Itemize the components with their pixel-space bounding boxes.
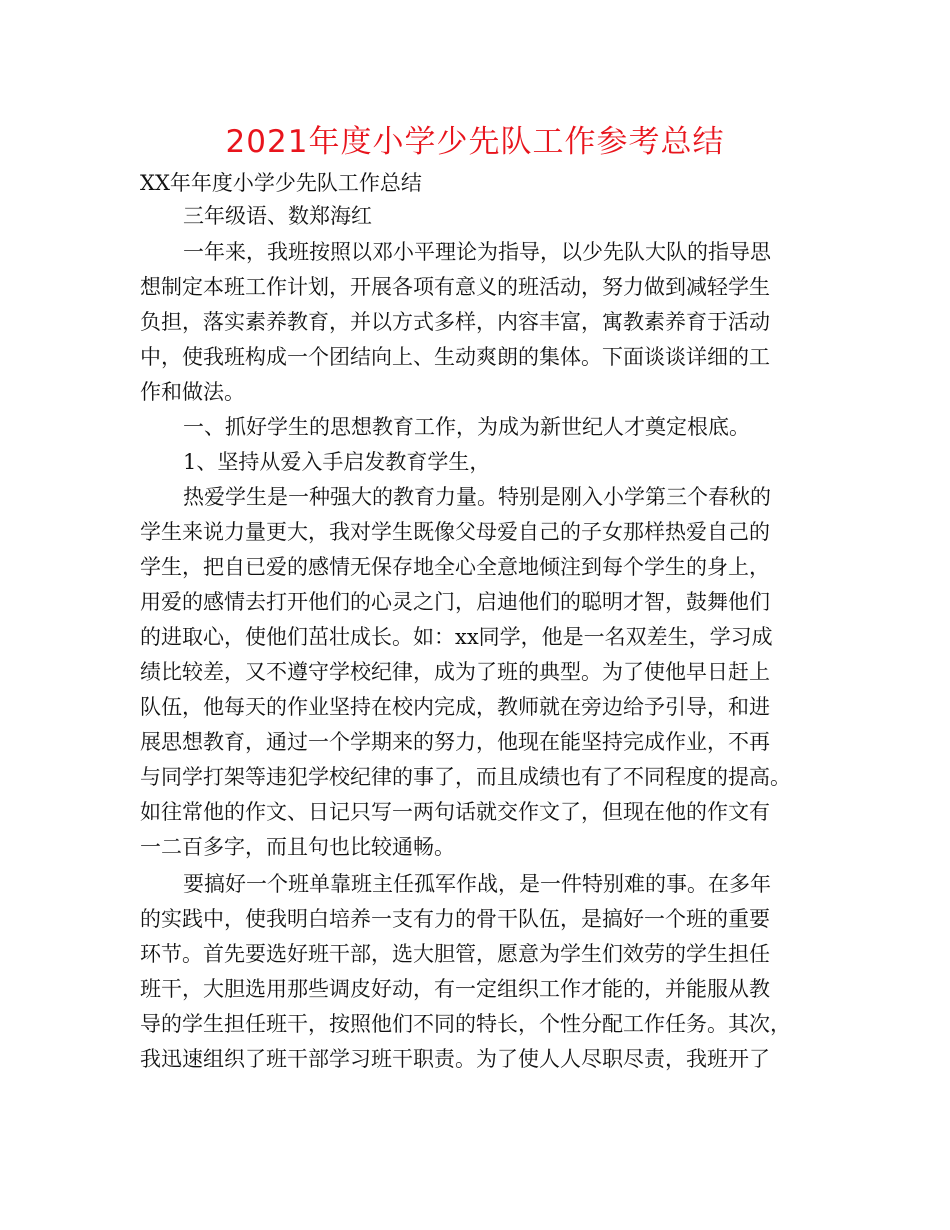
paragraph-line: 学生来说力量更大，我对学生既像父母爱自己的子女那样热爱自己的 bbox=[140, 520, 770, 544]
paragraph-line: 展思想教育，通过一个学期来的努力，他现在能坚持完成作业，不再 bbox=[140, 730, 770, 754]
paragraph-line: 中，使我班构成一个团结向上、生动爽朗的集体。下面谈谈详细的工 bbox=[140, 345, 770, 369]
paragraph-line: 负担，落实素养教育，并以方式多样，内容丰富，寓教素养育于活动 bbox=[140, 310, 770, 334]
paragraph-line: 班干，大胆选用那些调皮好动，有一定组织工作才能的，并能服从教 bbox=[140, 977, 770, 1001]
paragraph-line: 热爱学生是一种强大的教育力量。特别是刚入小学第三个春秋的 bbox=[183, 485, 771, 509]
paragraph-line: 用爱的感情去打开他们的心灵之门，启迪他们的聪明才智，鼓舞他们 bbox=[140, 590, 770, 614]
document-title: 2021年度小学少先队工作参考总结 bbox=[225, 124, 725, 160]
paragraph-line: 作和做法。 bbox=[140, 380, 245, 404]
subsection-heading: 1、坚持从爱入手启发教育学生， bbox=[183, 450, 491, 474]
paragraph-line: 导的学生担任班干，按照他们不同的特长，个性分配工作任务。其次， bbox=[140, 1012, 791, 1036]
section-heading: 一、抓好学生的思想教育工作，为成为新世纪人才奠定根底。 bbox=[183, 415, 750, 439]
paragraph-line: 学生，把自已爱的感情无保存地全心全意地倾注到每个学生的身上， bbox=[140, 555, 770, 579]
paragraph-line: 如往常他的作文、日记只写一两句话就交作文了，但现在他的作文有 bbox=[140, 800, 770, 824]
paragraph-line: 一二百多字，而且句也比较通畅。 bbox=[140, 835, 455, 859]
paragraph-line: 队伍，他每天的作业坚持在校内完成，教师就在旁边给予引导，和进 bbox=[140, 695, 770, 719]
paragraph-line: 我迅速组织了班干部学习班干职责。为了使人人尽职尽责，我班开了 bbox=[140, 1047, 770, 1071]
paragraph-line: 想制定本班工作计划，开展各项有意义的班活动，努力做到减轻学生 bbox=[140, 275, 770, 299]
paragraph-line: 与同学打架等违犯学校纪律的事了，而且成绩也有了不同程度的提高。 bbox=[140, 765, 791, 789]
paragraph-line: 绩比较差，又不遵守学校纪律，成为了班的典型。为了使他早日赶上 bbox=[140, 660, 770, 684]
author-line: 三年级语、数郑海红 bbox=[183, 204, 372, 228]
paragraph-line: 一年来，我班按照以邓小平理论为指导，以少先队大队的指导思 bbox=[183, 240, 771, 264]
paragraph-line: 的实践中，使我明白培养一支有力的骨干队伍，是搞好一个班的重要 bbox=[140, 907, 770, 931]
paragraph-line: 环节。首先要选好班干部，选大胆管，愿意为学生们效劳的学生担任 bbox=[140, 942, 770, 966]
paragraph-line: 的进取心，使他们茁壮成长。如：xx同学，他是一名双差生，学习成 bbox=[140, 625, 773, 649]
paragraph-line: 要搞好一个班单靠班主任孤军作战，是一件特别难的事。在多年 bbox=[183, 872, 771, 896]
document-subtitle: XX年年度小学少先队工作总结 bbox=[140, 171, 422, 195]
